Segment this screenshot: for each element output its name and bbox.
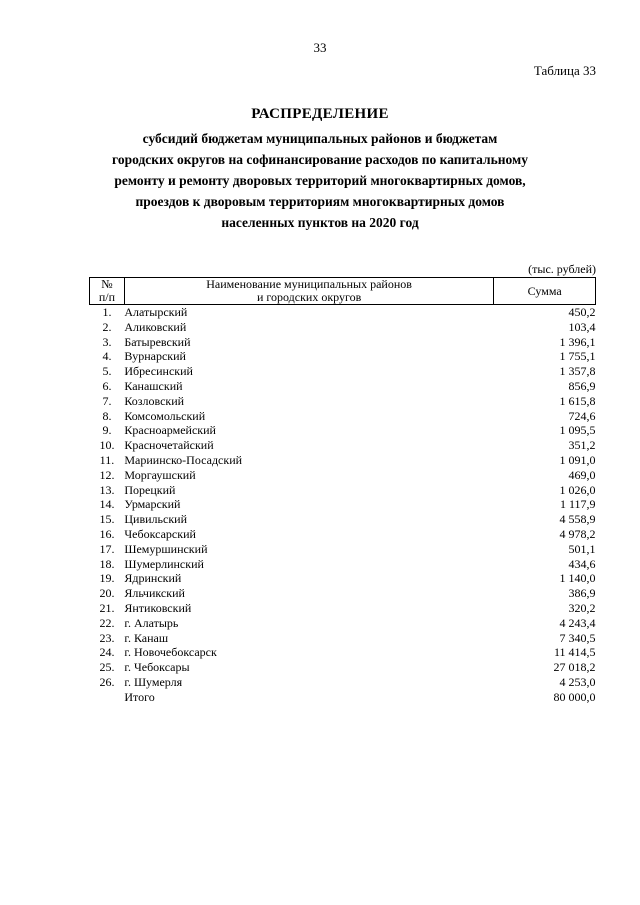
table-row <box>90 394 596 409</box>
row-name: Шумерлинский <box>124 556 204 571</box>
row-name: г. Чебоксары <box>124 660 190 675</box>
table-row <box>90 571 596 586</box>
row-name: Канашский <box>124 378 183 393</box>
row-sum: 1 026,0 <box>559 482 596 497</box>
row-name: г. Новочебоксарск <box>124 645 217 660</box>
header-name <box>124 278 493 305</box>
row-sum: 1 357,8 <box>559 364 596 379</box>
row-name: Янтиковский <box>124 600 192 615</box>
table-row <box>90 527 596 542</box>
table-row <box>90 468 596 483</box>
row-sum: 4 253,0 <box>559 674 596 689</box>
row-number: 14. <box>99 497 115 512</box>
row-name: Батыревский <box>124 334 191 349</box>
table-row <box>90 645 596 660</box>
row-sum: 434,6 <box>568 556 596 571</box>
row-number: 10. <box>99 438 115 453</box>
row-sum: 1 755,1 <box>559 349 596 364</box>
subtitle-line: ремонту и ремонту дворовых территорий многоквартирных домов, <box>114 173 526 188</box>
row-name: Порецкий <box>124 482 176 497</box>
row-number: 1. <box>102 305 112 319</box>
table-row <box>90 557 596 572</box>
table-row <box>90 423 596 438</box>
row-number: 22. <box>99 615 115 630</box>
row-name: Моргаушский <box>124 467 196 482</box>
row-sum: 4 243,4 <box>559 615 596 630</box>
table-row <box>90 438 596 453</box>
row-name: г. Канаш <box>124 630 169 645</box>
row-number: 23. <box>99 630 115 645</box>
row-name: Урмарский <box>124 497 181 512</box>
table-row <box>90 675 596 690</box>
row-sum: 856,9 <box>568 378 596 393</box>
row-number: 4. <box>102 349 112 364</box>
subtitle-line: населенных пунктов на 2020 год <box>221 215 419 230</box>
total-row <box>90 690 596 705</box>
row-number: 5. <box>102 364 112 379</box>
row-sum: 4 558,9 <box>559 512 596 527</box>
table-row <box>90 497 596 512</box>
row-sum: 386,9 <box>568 586 596 601</box>
row-number: 12. <box>99 467 115 482</box>
total-label: Итого <box>124 689 155 704</box>
row-name: Яльчикский <box>124 586 185 601</box>
table-row <box>90 379 596 394</box>
row-sum: 1 615,8 <box>559 393 596 408</box>
row-number: 24. <box>99 645 115 660</box>
row-name: Козловский <box>124 393 185 408</box>
table-row <box>90 616 596 631</box>
row-number: 19. <box>99 571 115 586</box>
row-sum: 351,2 <box>568 438 596 453</box>
table-row <box>90 453 596 468</box>
document-title: РАСПРЕДЕЛЕНИЕ <box>251 106 389 122</box>
row-name: Ядринский <box>124 571 182 586</box>
row-name: Красночетайский <box>124 438 214 453</box>
subtitle-line: городских округов на софинансирование расходов по капитальному <box>112 152 528 167</box>
row-sum: 1 117,9 <box>559 497 596 512</box>
row-name: Алатырский <box>124 305 188 319</box>
row-name: Чебоксарский <box>124 526 196 541</box>
row-name: Комсомольский <box>124 408 206 423</box>
row-name: Аликовский <box>124 319 187 334</box>
header-name-line: и городских округов <box>256 290 362 304</box>
header-sum: Сумма <box>494 278 596 305</box>
row-sum: 11 414,5 <box>553 645 596 660</box>
row-sum: 320,2 <box>568 600 596 615</box>
row-number: 25. <box>99 660 115 675</box>
table-row <box>90 586 596 601</box>
table-row <box>90 512 596 527</box>
row-sum: 103,4 <box>568 319 596 334</box>
row-number: 3. <box>102 334 112 349</box>
row-sum: 7 340,5 <box>559 630 596 645</box>
total-sum: 80 000,0 <box>553 689 596 704</box>
header-number <box>90 278 125 305</box>
row-sum: 1 095,5 <box>559 423 596 438</box>
row-sum: 27 018,2 <box>553 660 596 675</box>
row-name: Красноармейский <box>124 423 216 438</box>
row-number: 9. <box>102 423 112 438</box>
row-number: 21. <box>99 600 115 615</box>
table-body <box>90 305 596 705</box>
row-number: 8. <box>102 408 112 423</box>
row-number: 15. <box>99 512 115 527</box>
table-label: Таблица 33 <box>533 63 596 78</box>
row-number: 2. <box>102 319 112 334</box>
row-number: 18. <box>99 556 115 571</box>
header-name-line: Наименование муниципальных районов <box>206 277 412 291</box>
subtitle-line: субсидий бюджетам муниципальных районов и бюджетам <box>142 131 498 146</box>
row-sum: 450,2 <box>568 305 596 319</box>
total-number-cell <box>90 690 125 705</box>
table-row <box>90 320 596 335</box>
row-name: Шемуршинский <box>124 541 208 556</box>
row-number: 6. <box>102 378 112 393</box>
row-number: 17. <box>99 541 115 556</box>
row-sum: 724,6 <box>568 408 596 423</box>
row-number: 26. <box>99 674 115 689</box>
table-row <box>90 631 596 646</box>
table-row <box>90 364 596 379</box>
row-sum: 4 978,2 <box>559 526 596 541</box>
document-subtitle <box>90 128 550 233</box>
row-number: 13. <box>99 482 115 497</box>
header-number-line: п/п <box>98 290 116 304</box>
table-row <box>90 483 596 498</box>
row-name: Ибресинский <box>124 364 193 379</box>
page-number: 33 <box>313 40 327 55</box>
row-name: г. Шумерля <box>124 674 183 689</box>
row-number: 7. <box>102 393 112 408</box>
subtitle-line: проездов к дворовым территориям многоквартирных домов <box>135 194 505 209</box>
table-row <box>90 660 596 675</box>
row-name: г. Алатырь <box>124 615 179 630</box>
row-name: Мариинско-Посадский <box>124 452 243 467</box>
row-sum: 469,0 <box>568 467 596 482</box>
row-sum: 1 091,0 <box>559 452 596 467</box>
table-row <box>90 349 596 364</box>
header-number-line: № <box>101 277 113 291</box>
table-row <box>90 409 596 424</box>
row-sum: 1 140,0 <box>559 571 596 586</box>
row-name: Цивильский <box>124 512 188 527</box>
row-number: 11. <box>99 452 115 467</box>
table-row <box>90 601 596 616</box>
table-header-row <box>90 278 596 305</box>
row-sum: 501,1 <box>568 541 596 556</box>
table-row <box>90 305 596 320</box>
row-number: 16. <box>99 526 115 541</box>
row-sum: 1 396,1 <box>559 334 596 349</box>
distribution-table <box>89 277 596 705</box>
table-row <box>90 335 596 350</box>
row-number: 20. <box>99 586 115 601</box>
row-name: Вурнарский <box>124 349 186 364</box>
units-label: (тыс. рублей) <box>528 262 596 276</box>
table-row <box>90 542 596 557</box>
